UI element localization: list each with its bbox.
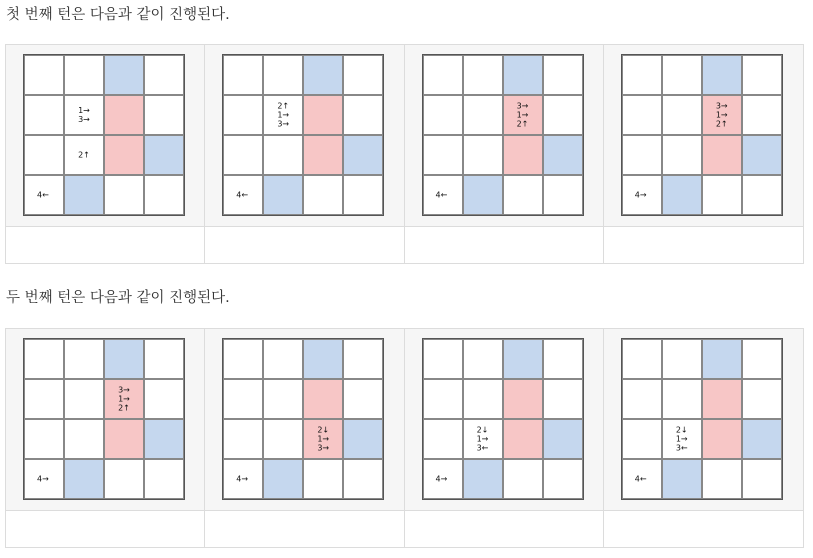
blue-cell	[742, 419, 782, 459]
red-cell	[702, 419, 742, 459]
red-cell	[104, 379, 144, 419]
white-cell	[742, 339, 782, 379]
white-cell	[622, 459, 662, 499]
white-cell	[104, 175, 144, 215]
piece-stack-label: 2↑	[78, 150, 90, 160]
game-board	[621, 338, 783, 500]
white-cell	[463, 135, 503, 175]
blue-cell	[64, 459, 104, 499]
white-cell	[622, 95, 662, 135]
white-cell	[104, 459, 144, 499]
white-cell	[24, 419, 64, 459]
white-cell	[463, 379, 503, 419]
white-cell	[543, 379, 583, 419]
white-cell	[343, 339, 383, 379]
piece-stack-label: 3→ 1→ 2↑	[715, 101, 728, 129]
white-cell	[423, 175, 463, 215]
white-cell	[423, 379, 463, 419]
white-cell	[24, 135, 64, 175]
white-cell	[423, 459, 463, 499]
piece-stack-label: 2↓ 1→ 3←	[476, 425, 489, 453]
red-cell	[503, 419, 543, 459]
board-image-cell	[604, 329, 803, 511]
white-cell	[662, 95, 702, 135]
board-image-cell	[405, 329, 603, 511]
white-cell	[423, 95, 463, 135]
red-cell	[702, 135, 742, 175]
board-image-cell	[205, 45, 403, 227]
white-cell	[24, 175, 64, 215]
board-image-cell	[604, 45, 803, 227]
blue-cell	[543, 419, 583, 459]
white-cell	[543, 175, 583, 215]
white-cell	[423, 55, 463, 95]
white-cell	[263, 339, 303, 379]
board-image-cell	[205, 329, 403, 511]
red-cell	[104, 419, 144, 459]
game-board	[23, 338, 185, 500]
white-cell	[263, 135, 303, 175]
blue-cell	[263, 175, 303, 215]
white-cell	[24, 339, 64, 379]
white-cell	[144, 95, 184, 135]
game-board	[23, 54, 185, 216]
white-cell	[423, 339, 463, 379]
white-cell	[223, 175, 263, 215]
white-cell	[303, 459, 343, 499]
red-cell	[503, 379, 543, 419]
game-board	[422, 338, 584, 500]
white-cell	[144, 379, 184, 419]
piece-stack-label: 2↑ 1→ 3→	[277, 101, 290, 129]
white-cell	[144, 339, 184, 379]
piece-stack-label: 3→ 1→ 2↑	[516, 101, 529, 129]
blue-cell	[463, 175, 503, 215]
blue-cell	[503, 339, 543, 379]
white-cell	[463, 419, 503, 459]
white-cell	[702, 175, 742, 215]
blue-cell	[263, 459, 303, 499]
white-cell	[543, 95, 583, 135]
board-image-cell	[6, 45, 204, 227]
white-cell	[343, 459, 383, 499]
white-cell	[223, 339, 263, 379]
white-cell	[702, 459, 742, 499]
piece-stack-label: 4→	[37, 474, 49, 484]
white-cell	[64, 95, 104, 135]
blue-cell	[64, 175, 104, 215]
white-cell	[622, 339, 662, 379]
piece-stack-label: 4←	[236, 190, 249, 200]
white-cell	[662, 419, 702, 459]
white-cell	[742, 459, 782, 499]
white-cell	[503, 175, 543, 215]
white-cell	[263, 379, 303, 419]
red-cell	[503, 135, 543, 175]
white-cell	[343, 55, 383, 95]
white-cell	[64, 55, 104, 95]
white-cell	[303, 175, 343, 215]
white-cell	[223, 135, 263, 175]
white-cell	[662, 55, 702, 95]
white-cell	[343, 379, 383, 419]
white-cell	[622, 419, 662, 459]
piece-stack-label: 2↓ 1→ 3→	[317, 425, 330, 453]
game-board	[222, 338, 384, 500]
white-cell	[223, 379, 263, 419]
white-cell	[742, 95, 782, 135]
game-board	[222, 54, 384, 216]
white-cell	[24, 55, 64, 95]
white-cell	[503, 459, 543, 499]
board-table	[5, 328, 804, 548]
red-cell	[104, 95, 144, 135]
blue-cell	[702, 339, 742, 379]
white-cell	[463, 55, 503, 95]
blue-cell	[543, 135, 583, 175]
caption-cell	[6, 511, 204, 547]
red-cell	[702, 95, 742, 135]
red-cell	[702, 379, 742, 419]
blue-cell	[104, 339, 144, 379]
red-cell	[303, 379, 343, 419]
piece-stack-label: 4→	[236, 474, 249, 484]
white-cell	[223, 95, 263, 135]
white-cell	[24, 95, 64, 135]
white-cell	[622, 379, 662, 419]
piece-stack-label: 4←	[634, 474, 647, 484]
piece-stack-label: 4→	[435, 474, 448, 484]
white-cell	[622, 175, 662, 215]
caption-cell	[604, 511, 803, 547]
white-cell	[662, 339, 702, 379]
blue-cell	[303, 55, 343, 95]
white-cell	[742, 175, 782, 215]
white-cell	[343, 175, 383, 215]
white-cell	[343, 95, 383, 135]
white-cell	[742, 379, 782, 419]
board-image-cell	[405, 45, 603, 227]
piece-stack-label: 1→ 3→	[78, 106, 90, 124]
blue-cell	[104, 55, 144, 95]
blue-cell	[463, 459, 503, 499]
red-cell	[303, 135, 343, 175]
blue-cell	[343, 135, 383, 175]
blue-cell	[742, 135, 782, 175]
white-cell	[144, 55, 184, 95]
white-cell	[223, 55, 263, 95]
blue-cell	[144, 135, 184, 175]
white-cell	[543, 459, 583, 499]
game-board	[422, 54, 584, 216]
section-heading: 두 번째 턴은 다음과 같이 진행된다.	[6, 290, 230, 306]
white-cell	[263, 55, 303, 95]
caption-cell	[604, 227, 803, 263]
white-cell	[64, 379, 104, 419]
game-board	[621, 54, 783, 216]
blue-cell	[662, 175, 702, 215]
white-cell	[263, 419, 303, 459]
white-cell	[223, 419, 263, 459]
blue-cell	[144, 419, 184, 459]
piece-stack-label: 3→ 1→ 2↑	[118, 385, 130, 413]
white-cell	[742, 55, 782, 95]
white-cell	[463, 95, 503, 135]
board-image-cell	[6, 329, 204, 511]
white-cell	[263, 95, 303, 135]
white-cell	[64, 419, 104, 459]
white-cell	[64, 135, 104, 175]
caption-cell	[205, 511, 403, 547]
caption-cell	[405, 511, 603, 547]
blue-cell	[343, 419, 383, 459]
white-cell	[622, 55, 662, 95]
red-cell	[104, 135, 144, 175]
white-cell	[622, 135, 662, 175]
white-cell	[662, 135, 702, 175]
white-cell	[423, 419, 463, 459]
white-cell	[64, 339, 104, 379]
section-heading: 첫 번째 턴은 다음과 같이 진행된다.	[6, 7, 230, 23]
board-table	[5, 44, 804, 264]
caption-cell	[405, 227, 603, 263]
caption-cell	[6, 227, 204, 263]
blue-cell	[303, 339, 343, 379]
blue-cell	[702, 55, 742, 95]
white-cell	[144, 459, 184, 499]
white-cell	[24, 379, 64, 419]
piece-stack-label: 4←	[435, 190, 448, 200]
white-cell	[543, 339, 583, 379]
white-cell	[543, 55, 583, 95]
white-cell	[423, 135, 463, 175]
white-cell	[24, 459, 64, 499]
red-cell	[503, 95, 543, 135]
white-cell	[144, 175, 184, 215]
piece-stack-label: 4→	[634, 190, 647, 200]
white-cell	[662, 379, 702, 419]
red-cell	[303, 95, 343, 135]
piece-stack-label: 2↓ 1→ 3←	[675, 425, 688, 453]
red-cell	[303, 419, 343, 459]
white-cell	[223, 459, 263, 499]
caption-cell	[205, 227, 403, 263]
piece-stack-label: 4←	[37, 190, 49, 200]
white-cell	[463, 339, 503, 379]
blue-cell	[503, 55, 543, 95]
blue-cell	[662, 459, 702, 499]
